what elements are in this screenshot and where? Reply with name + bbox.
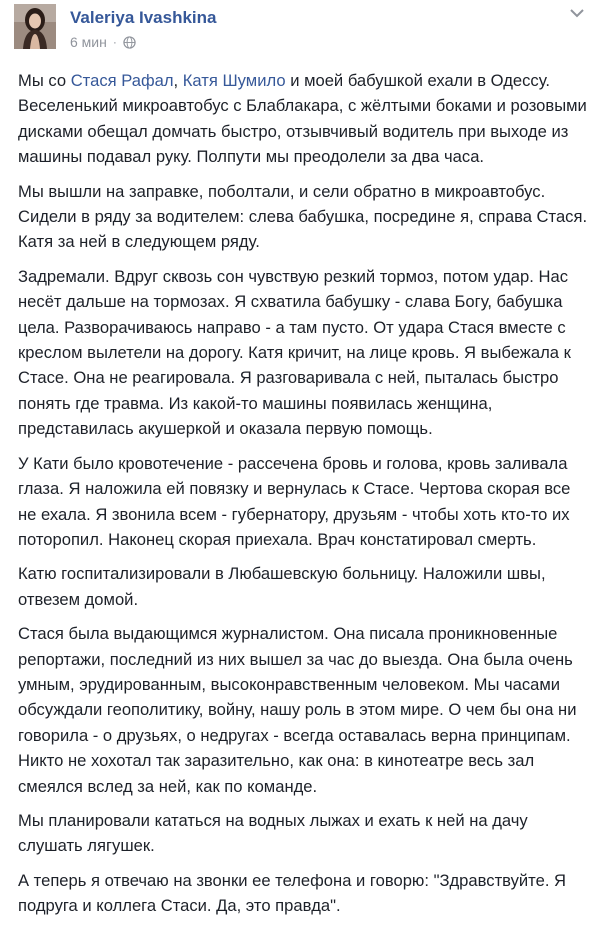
post-paragraph: Задремали. Вдруг сквозь сон чувствую резкий тормоз, потом удар. Нас несёт дальше на тормозах. Я схватила бабушку - слава Богу, бабушка цела. Разворачиваюсь направо - а там пусто. От удара Стася вместе с креслом вылетели на дорогу. Катя кричит, на лице кровь. Я выбежала к Стасе. Она не реагировала. Я разговаривала с ней, пыталась быстро понять где травма. Из какой-то машины появилась женщина, представилась акушеркой и оказала первую помощь. [18,266,571,439]
post-timestamp[interactable]: 6 мин [70,34,107,50]
mention-link[interactable]: Стася Рафал [70,71,174,90]
avatar-photo [14,4,56,49]
author-avatar[interactable] [14,4,56,49]
globe-icon[interactable] [123,36,136,49]
post-paragraph: Мы планировали кататься на водных лыжах и ехать к ней на дачу слушать лягушек. [18,810,528,856]
paragraph-text: , [173,71,183,90]
post-meta [70,34,136,50]
paragraph-text: Мы со [18,71,71,90]
chevron-down-icon[interactable] [568,6,586,20]
post-paragraph: А теперь я отвечаю на звонки ее телефона и говорю: "Здравствуйте. Я подруга и коллега Стаси. Да, это правда". [18,870,567,916]
post-paragraph: Катю госпитализировали в Любашевскую больницу. Наложили швы, отвезем домой. [18,564,546,609]
paragraph-text: и моей бабушкой ехали в Одессу. Веселенький микроавтобус с Блаблакара, с жёлтыми боками и розовыми дисками обещал домчать быстро, отзывчивый водитель при выходе из машины подавал руку. Полпути мы преодолели за два часа. [18,71,587,167]
mention-link[interactable]: Катя Шумило [182,71,286,90]
post-paragraph: Стася была выдающимся журналистом. Она писала проникновенные репортажи, последний из них вышел за час до выезда. Она была очень умным, эрудированным, высоконравственным человеком. Мы часами обсуждали геополитику, войну, нашу роль в этом мире. О чем бы она ни говорила - о друзьях, о недругах - всегда оставалась верна принципам. Никто не хохотал так заразительно, как она: в кинотеатре весь зал смеялся вслед за ней, как по команде. [18,624,577,796]
author-name[interactable]: Valeriya Ivashkina [70,8,217,27]
post-paragraph: Мы вышли на заправке, поболтали, и сели обратно в микроавтобус. Сидели в ряду за водителем: слева бабушка, посредине я, справа Стася. Катя за ней в следующем ряду. [18,181,588,252]
post-paragraph [18,68,590,170]
post-body [18,68,590,928]
meta-separator: · [112,35,117,49]
post-paragraph: У Кати было кровотечение - рассечена бровь и голова, кровь заливала глаза. Я наложила ей повязку и вернулась к Стасе. Чертова скорая все не ехала. Я звонила всем - губернатору, друзьям - чтобы хоть кто-то их поторопил. Наконец скорая приехала. Врач констатировал смерть. [18,453,571,549]
